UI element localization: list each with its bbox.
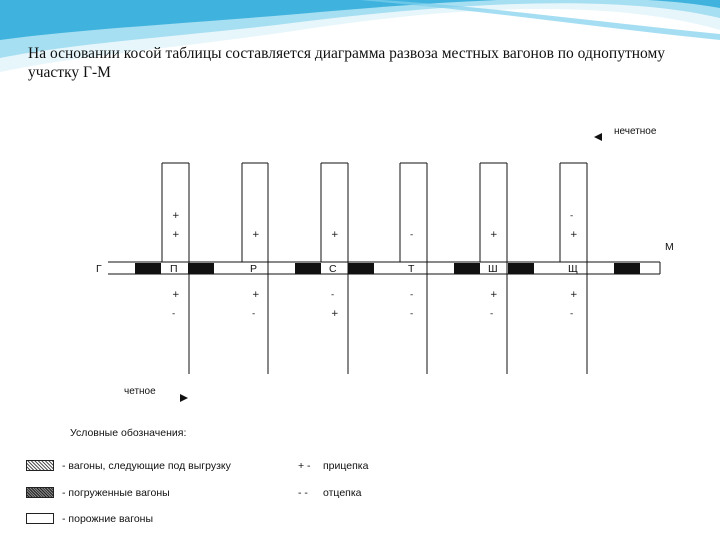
station-lower-sign-2-1: +: [331, 309, 339, 319]
station-lower-sign-3-0: -: [410, 290, 414, 300]
station-lower-sign-3-1: -: [410, 309, 414, 319]
track-block-4: [454, 263, 480, 274]
station-lower-sign-1-1: -: [252, 309, 256, 319]
track-block-3: [348, 263, 374, 274]
track-block-0: [135, 263, 161, 274]
station-upper-sign-3-0: -: [410, 230, 414, 240]
station-lower-sign-0-1: -: [172, 309, 176, 319]
station-lower-sign-4-0: +: [490, 290, 498, 300]
odd-direction-label: нечетное: [614, 126, 657, 137]
odd-direction-arrow: [594, 133, 602, 141]
station-label-1: Р: [250, 263, 258, 275]
even-direction-arrow: [180, 394, 188, 402]
station-upper-sign-5-0: -: [570, 211, 574, 221]
track-block-2: [295, 263, 321, 274]
station-end-label: М: [665, 241, 674, 253]
station-lower-sign-2-0: -: [331, 290, 335, 300]
station-label-0: П: [170, 263, 178, 275]
station-lower-sign-5-0: +: [570, 290, 578, 300]
station-lower-sign-4-1: -: [490, 309, 494, 319]
legend-swatch-loaded: [26, 487, 54, 498]
station-label-2: С: [329, 263, 337, 275]
legend-label-unload: - вагоны, следующие под выгрузку: [62, 460, 231, 472]
track-block-6: [614, 263, 640, 274]
legend-label-empty: - порожние вагоны: [62, 513, 154, 525]
even-direction-label: четное: [124, 386, 156, 397]
station-lower-sign-5-1: -: [570, 309, 574, 319]
track-block-5: [508, 263, 534, 274]
station-start-label: Г: [96, 263, 102, 275]
legend-symbol-coupling: + -: [298, 460, 311, 472]
station-upper-sign-0-0: +: [172, 211, 180, 221]
track-block-1: [188, 263, 214, 274]
station-upper-sign-4-0: +: [490, 230, 498, 240]
slide-title: На основании косой таблицы составляется диаграмма развоза местных вагонов по однопутному участку Г-М: [28, 45, 666, 81]
station-lower-sign-1-0: +: [252, 290, 260, 300]
station-label-4: Ш: [488, 263, 498, 275]
legend-swatch-empty: [26, 513, 54, 524]
legend-swatch-unload: [26, 460, 54, 471]
station-upper-sign-2-0: +: [331, 230, 339, 240]
legend-heading: Условные обозначения:: [70, 427, 187, 439]
station-label-3: Т: [408, 263, 415, 275]
legend-label-coupling: прицепка: [323, 460, 369, 472]
station-lower-sign-0-0: +: [172, 290, 180, 300]
station-label-5: Щ: [568, 263, 578, 275]
station-upper-sign-1-0: +: [252, 230, 260, 240]
legend-label-loaded: - погруженные вагоны: [62, 487, 170, 499]
station-upper-sign-0-1: +: [172, 230, 180, 240]
legend-label-uncoupling: отцепка: [323, 487, 362, 499]
station-upper-sign-5-1: +: [570, 230, 578, 240]
legend-symbol-uncoupling: - -: [298, 487, 308, 499]
